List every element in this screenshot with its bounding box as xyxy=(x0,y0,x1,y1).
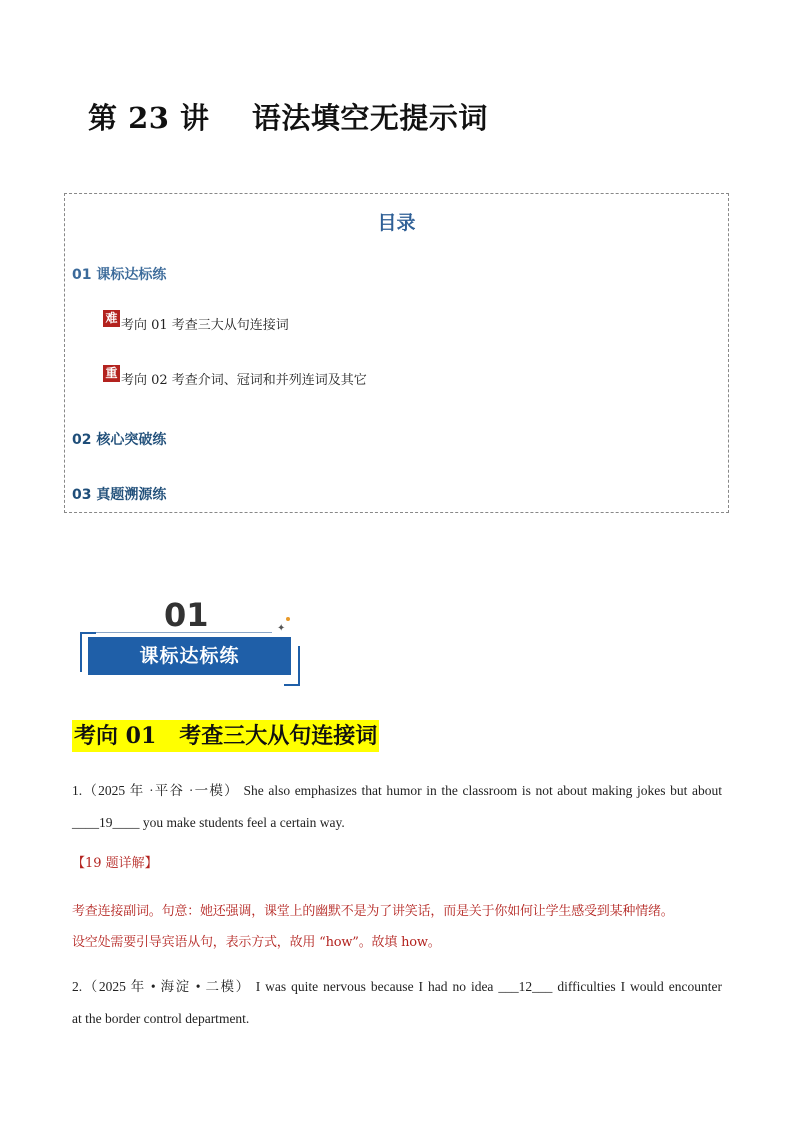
page-title: 第 23 讲 语法填空无提示词 xyxy=(88,101,488,135)
sparkle-icon: ✦ xyxy=(277,623,286,634)
subsection-title: 考向 01 考查三大从句连接词 xyxy=(72,720,379,752)
toc-item-past-exams[interactable]: 03 真题溯源练 xyxy=(72,487,167,503)
toc-item-label: 考向 02 考查介词、冠词和并列连词及其它 xyxy=(121,373,367,388)
toc-item-core[interactable]: 02 核心突破练 xyxy=(72,432,167,448)
question-2-line-2: at the border control department. xyxy=(72,1011,250,1026)
toc-item-label: 考向 01 考查三大从句连接词 xyxy=(121,318,289,333)
question-2-line-1: 2.（2025 年 • 海淀 • 二模） I was quite nervous because I had no idea ___12___ difficulties I would encounter xyxy=(72,979,722,994)
toc-item-practice[interactable]: 01 课标达标练 xyxy=(72,267,167,283)
toc-item-direction-02[interactable] xyxy=(103,366,367,388)
divider xyxy=(96,632,272,633)
toc-item-direction-01[interactable] xyxy=(103,311,289,333)
answer-line-1: 考查连接副词。句意：她还强调，课堂上的幽默不是为了讲笑话，而是关于你如何让学生感受到某种情绪。 xyxy=(72,904,674,919)
section-number: 01 xyxy=(164,596,209,634)
answer-heading: 【19 题详解】 xyxy=(72,856,158,871)
difficult-tag-icon: 难 xyxy=(103,310,120,327)
section-badge xyxy=(78,596,300,688)
toc-heading: 目录 xyxy=(377,212,416,234)
question-1-line-2: ____19____ you make students feel a certain way. xyxy=(72,815,345,830)
important-tag-icon: 重 xyxy=(103,365,120,382)
table-of-contents xyxy=(64,193,729,513)
question-1-line-1: 1.（2025 年 ·平谷 ·一模） She also emphasizes that humor in the classroom is not about making jokes but about xyxy=(72,783,722,798)
section-label: 课标达标练 xyxy=(88,637,291,675)
answer-line-2: 设空处需要引导宾语从句，表示方式，故用 “how”。故填 how。 xyxy=(72,935,441,950)
dot-icon xyxy=(286,617,290,621)
